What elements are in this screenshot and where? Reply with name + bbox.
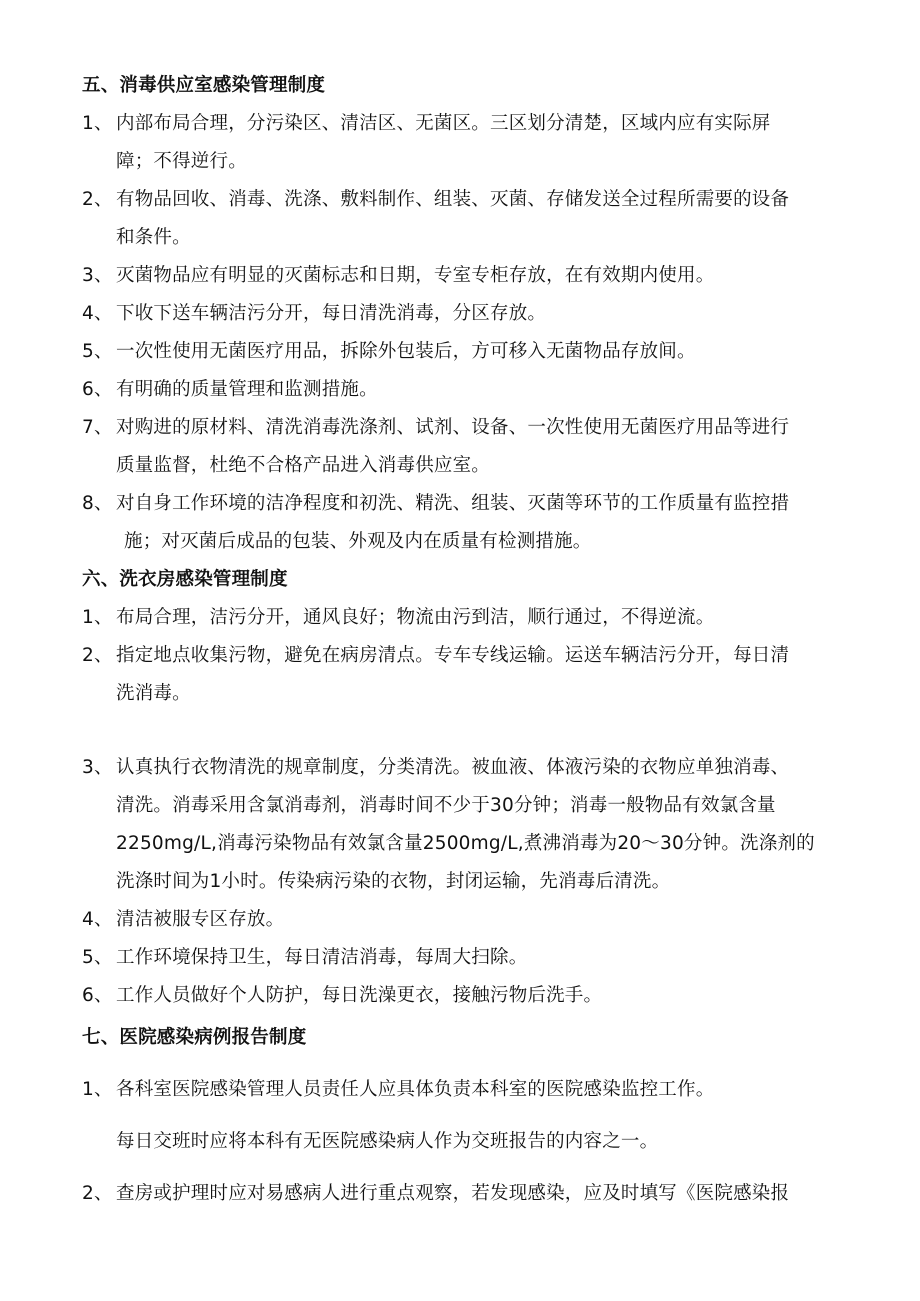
section-6-title: 六、洗衣房感染管理制度 xyxy=(82,569,288,590)
item-text: 有物品回收、消毒、洗涤、敷料制作、组装、灭菌、存储发送全过程所需要的设备 xyxy=(116,189,790,210)
item-text: 指定地点收集污物，避免在病房清点。专车专线运输。运送车辆洁污分开，每日清 xyxy=(116,645,790,666)
item-number: 6、 xyxy=(82,379,113,400)
item-text: 下收下送车辆洁污分开，每日清洗消毒，分区存放。 xyxy=(116,303,547,324)
list-item xyxy=(82,946,527,970)
list-item xyxy=(82,188,789,212)
list-item-continuation: 和条件。 xyxy=(116,227,191,248)
item-text: 清洁被服专区存放。 xyxy=(116,909,285,930)
item-text: 布局合理，洁污分开，通风良好；物流由污到洁，顺行通过，不得逆流。 xyxy=(116,607,715,628)
item-text: 一次性使用无菌医疗用品，拆除外包装后，方可移入无菌物品存放间。 xyxy=(116,341,696,362)
item-number: 1、 xyxy=(82,1079,113,1100)
item-number: 3、 xyxy=(82,757,113,778)
item-number: 2、 xyxy=(82,189,113,210)
list-item-continuation: 质量监督，杜绝不合格产品进入消毒供应室。 xyxy=(116,455,491,476)
item-text: 各科室医院感染管理人员责任人应具体负责本科室的医院感染监控工作。 xyxy=(116,1079,715,1100)
list-item-continuation: 障；不得逆行。 xyxy=(116,151,247,172)
item-number: 3、 xyxy=(82,265,113,286)
item-text: 工作环境保持卫生，每日清洁消毒，每周大扫除。 xyxy=(116,947,528,968)
item-text: 灭菌物品应有明显的灭菌标志和日期，专室专柜存放，在有效期内使用。 xyxy=(116,265,715,286)
list-item-continuation: 洗消毒。 xyxy=(116,683,191,704)
item-number: 6、 xyxy=(82,985,113,1006)
list-item xyxy=(82,112,771,136)
list-item xyxy=(82,416,789,440)
item-text: 工作人员做好个人防护，每日洗澡更衣，接触污物后洗手。 xyxy=(116,985,603,1006)
list-item xyxy=(82,492,789,516)
list-item xyxy=(82,606,714,630)
item-number: 1、 xyxy=(82,113,113,134)
item-number: 5、 xyxy=(82,341,113,362)
list-item xyxy=(82,378,378,402)
item-text: 有明确的质量管理和监测措施。 xyxy=(116,379,378,400)
list-item-continuation: 洗涤时间为1小时。传染病污染的衣物，封闭运输，先消毒后清洗。 xyxy=(116,871,671,892)
list-item xyxy=(82,1182,789,1206)
list-item xyxy=(82,1078,714,1102)
list-item xyxy=(82,908,284,932)
item-number: 4、 xyxy=(82,303,113,324)
list-item-continuation: 每日交班时应将本科有无医院感染病人作为交班报告的内容之一。 xyxy=(116,1131,659,1152)
item-number: 4、 xyxy=(82,909,113,930)
section-5-title: 五、消毒供应室感染管理制度 xyxy=(82,75,326,96)
item-number: 7、 xyxy=(82,417,113,438)
item-text: 内部布局合理，分污染区、清洁区、无菌区。三区划分清楚，区域内应有实际屏 xyxy=(116,113,771,134)
list-item-continuation: 2250mg/L,消毒污染物品有效氯含量2500mg/L,煮沸消毒为20～30分钟。洗涤剂的 xyxy=(116,833,815,854)
list-item-continuation: 清洗。消毒采用含氯消毒剂，消毒时间不少于30分钟；消毒一般物品有效氯含量 xyxy=(116,795,776,816)
item-number: 2、 xyxy=(82,645,113,666)
item-text: 认真执行衣物清洗的规章制度，分类清洗。被血液、体液污染的衣物应单独消毒、 xyxy=(116,757,790,778)
list-item xyxy=(82,264,714,288)
list-item xyxy=(82,644,789,668)
item-number: 1、 xyxy=(82,607,113,628)
item-number: 5、 xyxy=(82,947,113,968)
item-text: 查房或护理时应对易感病人进行重点观察，若发现感染，应及时填写《医院感染报 xyxy=(116,1183,790,1204)
list-item xyxy=(82,302,546,326)
section-7-title: 七、医院感染病例报告制度 xyxy=(82,1027,307,1048)
list-item xyxy=(82,340,696,364)
list-item xyxy=(82,984,602,1008)
item-text: 对自身工作环境的洁净程度和初洗、精洗、组装、灭菌等环节的工作质量有监控措 xyxy=(116,493,790,514)
list-item xyxy=(82,756,789,780)
list-item-continuation: 施；对灭菌后成品的包装、外观及内在质量有检测措施。 xyxy=(124,531,592,552)
item-number: 2、 xyxy=(82,1183,113,1204)
item-text: 对购进的原材料、清洗消毒洗涤剂、试剂、设备、一次性使用无菌医疗用品等进行 xyxy=(116,417,790,438)
item-number: 8、 xyxy=(82,493,113,514)
